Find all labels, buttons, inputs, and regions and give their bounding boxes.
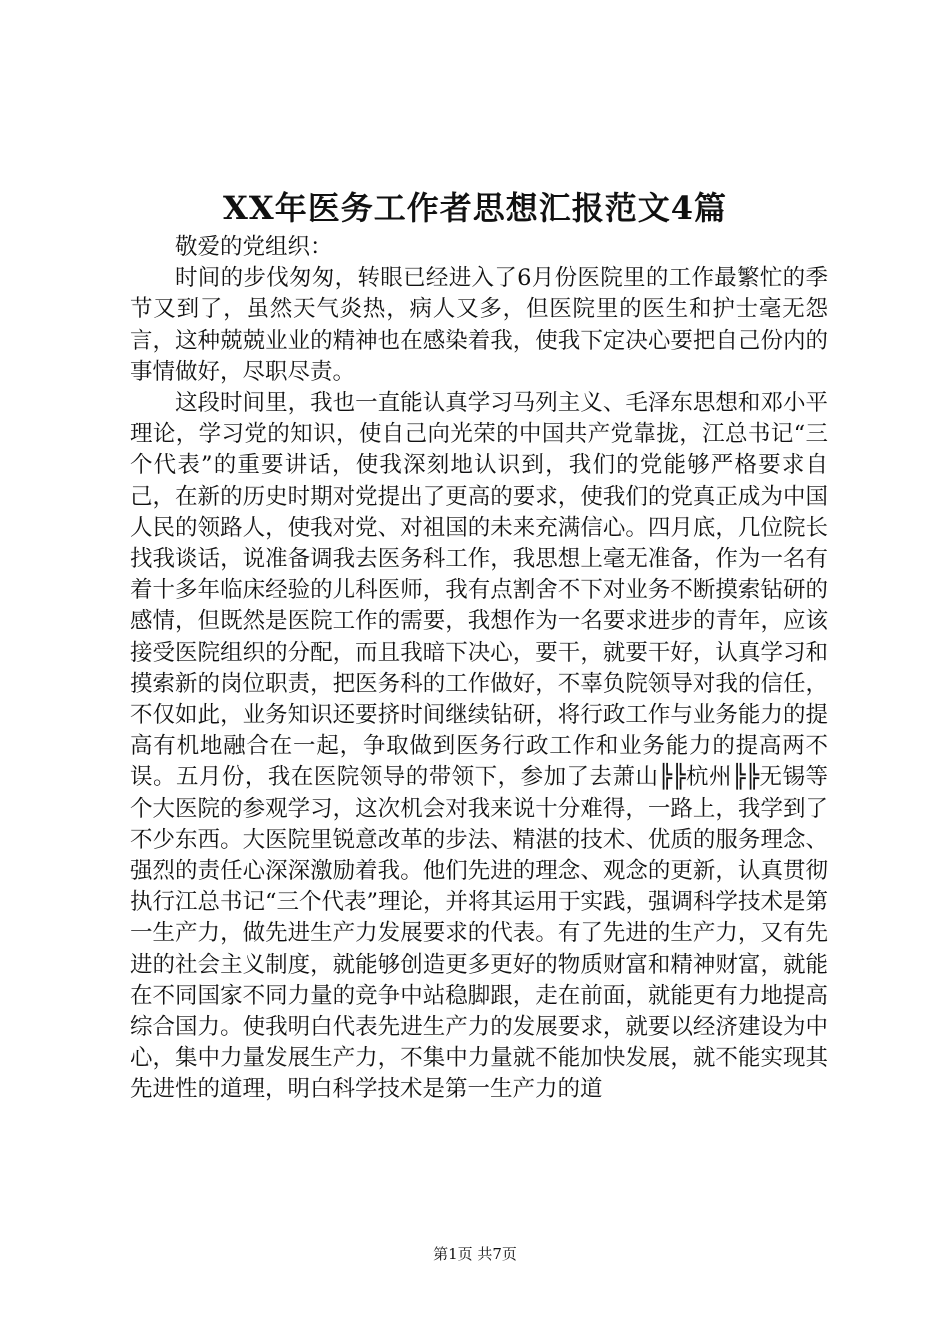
page-indicator: 第1页 共7页	[433, 1245, 517, 1263]
paragraph-1: 时间的步伐匆匆，转眼已经进入了6月份医院里的工作最繁忙的季节又到了，虽然天气炎热，病人又多，但医院里的医生和护士毫无怨言，这种兢兢业业的精神也在感染着我，使我下定决心要把自己份内的事情做好，尽职尽责。	[130, 265, 828, 385]
salutation: 敬爱的党组织：	[175, 234, 333, 260]
page-footer	[0, 1244, 950, 1264]
paragraph-2: 这段时间里，我也一直能认真学习马列主义、毛泽东思想和邓小平理论，学习党的知识，使自己向光荣的中国共产党靠拢，江总书记“三个代表”的重要讲话，使我深刻地认识到，我们的党能够严格要求自己，在新的历史时期对党提出了更高的要求，使我们的党真正成为中国人民的领路人，使我对党、对祖国的未来充满信心。四月底，几位院长找我谈话，说准备调我去医务科工作，我思想上毫无准备，作为一名有着十多年临床经验的儿科医师，我有点割舍不下对业务不断摸索钻研的感情，但既然是医院工作的需要，我想作为一名要求进步的青年，应该接受医院组织的分配，而且我暗下决心，要干，就要干好，认真学习和摸索新的岗位职责，把医务科的工作做好，不辜负院领导对我的信任，不仅如此，业务知识还要挤时间继续钻研，将行政工作与业务能力的提高有机地融合在一起，争取做到医务行政工作和业务能力的提高两不误。五月份，我在医院领导的带领下，参加了去萧山╠╠杭州╠╠无锡等个大医院的参观学习，这次机会对我来说十分难得，一路上，我学到了不少东西。大医院里锐意改革的步法、精湛的技术、优质的服务理念、强烈的责任心深深激励着我。他们先进的理念、观念的更新，认真贯彻执行江总书记“三个代表”理论，并将其运用于实践，强调科学技术是第一生产力，做先进生产力发展要求的代表。有了先进的生产力，又有先进的社会主义制度，就能够创造更多更好的物质财富和精神财富，就能在不同国家不同力量的竞争中站稳脚跟，走在前面，就能更有力地提高综合国力。使我明白代表先进生产力的发展要求，就要以经济建设为中心，集中力量发展生产力，不集中力量就不能加快发展，就不能实现其先进性的道理，明白科学技术是第一生产力的道	[130, 390, 829, 1103]
document-body	[130, 232, 828, 1106]
document-title: XX年医务工作者思想汇报范文4篇	[223, 189, 727, 227]
